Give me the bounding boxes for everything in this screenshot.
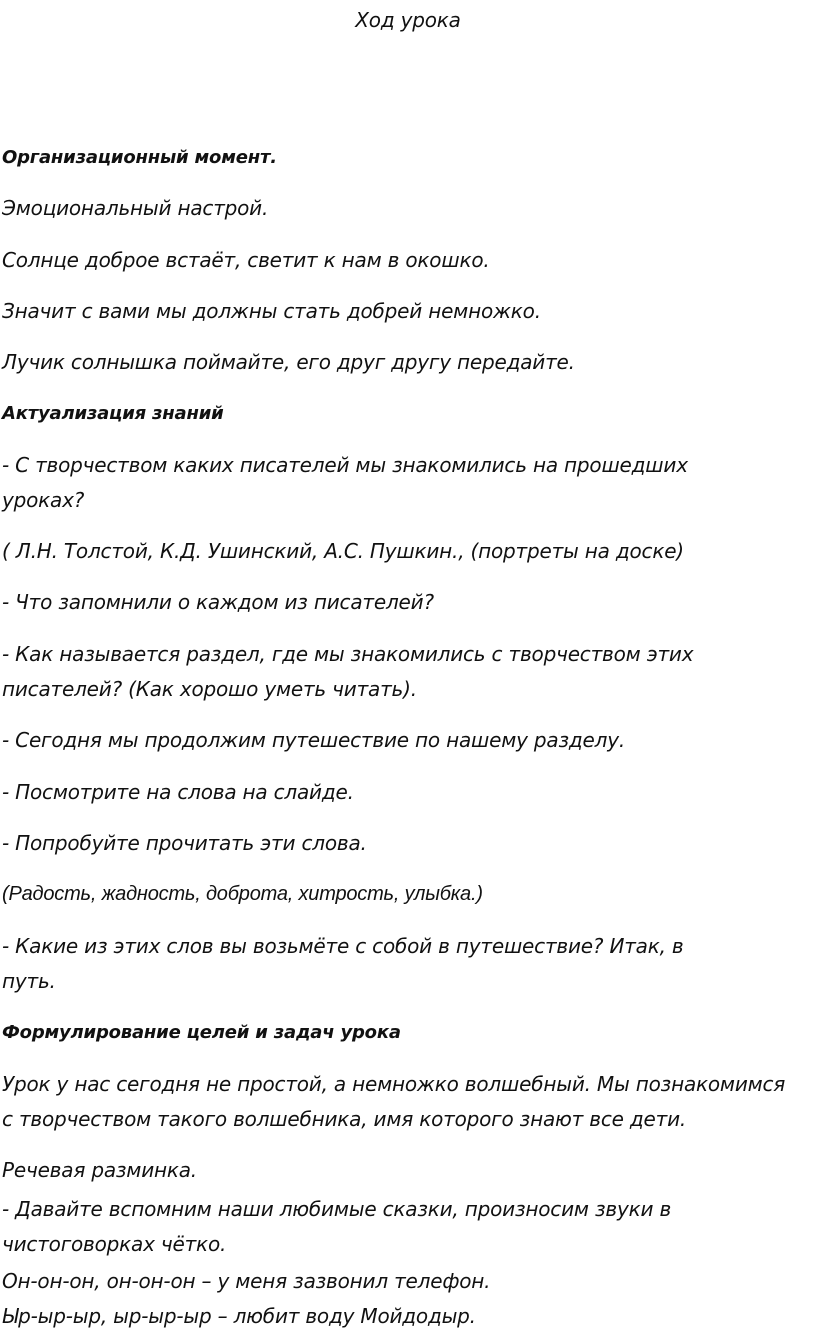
paragraph-line: уроках? — [2, 488, 85, 512]
word-list-line: (Радость, жадность, доброта, хитрость, улыбка.) — [2, 883, 483, 905]
paragraph-line: Урок у нас сегодня не простой, а немножко волшебный. Мы познакомимся — [2, 1072, 786, 1096]
section-heading-goals: Формулирование целей и задач урока — [2, 1022, 401, 1043]
paragraph-line: - С творчеством каких писателей мы знакомились на прошедших — [2, 453, 688, 477]
paragraph-line: Значит с вами мы должны стать добрей немножко. — [2, 299, 541, 323]
paragraph-line: - Давайте вспомним наши любимые сказки, произносим звуки в — [2, 1197, 672, 1221]
paragraph-line: - Что запомнили о каждом из писателей? — [2, 590, 434, 614]
paragraph-line: - Попробуйте прочитать эти слова. — [2, 831, 367, 855]
paragraph-line: Лучик солнышка поймайте, его друг другу передайте. — [2, 350, 575, 374]
paragraph-line: Эмоциональный настрой. — [2, 196, 269, 220]
paragraph-line: чистоговорках чётко. — [2, 1232, 227, 1256]
paragraph-line: Речевая разминка. — [2, 1158, 197, 1182]
paragraph-line: с творчеством такого волшебника, имя которого знают все дети. — [2, 1107, 687, 1131]
section-heading-org-moment: Организационный момент. — [2, 147, 277, 168]
paragraph-line: Ыр-ыр-ыр, ыр-ыр-ыр – любит воду Мойдодыр. — [2, 1304, 476, 1328]
paragraph-line: - Сегодня мы продолжим путешествие по нашему разделу. — [2, 728, 625, 752]
paragraph-line: - Как называется раздел, где мы знакомились с творчеством этих — [2, 642, 694, 666]
section-heading-knowledge: Актуализация знаний — [2, 403, 224, 424]
paragraph-line: Солнце доброе встаёт, светит к нам в окошко. — [2, 248, 490, 272]
paragraph-line: Он-он-он, он-он-он – у меня зазвонил телефон. — [2, 1269, 491, 1293]
page-title: Ход урока — [355, 8, 461, 32]
paragraph-line: путь. — [2, 969, 56, 993]
paragraph-line: писателей? (Как хорошо уметь читать). — [2, 677, 417, 701]
paragraph-line: - Посмотрите на слова на слайде. — [2, 780, 354, 804]
paragraph-line: ( Л.Н. Толстой, К.Д. Ушинский, А.С. Пушкин., (портреты на доске) — [2, 539, 684, 563]
paragraph-line: - Какие из этих слов вы возьмёте с собой в путешествие? Итак, в — [2, 934, 684, 958]
